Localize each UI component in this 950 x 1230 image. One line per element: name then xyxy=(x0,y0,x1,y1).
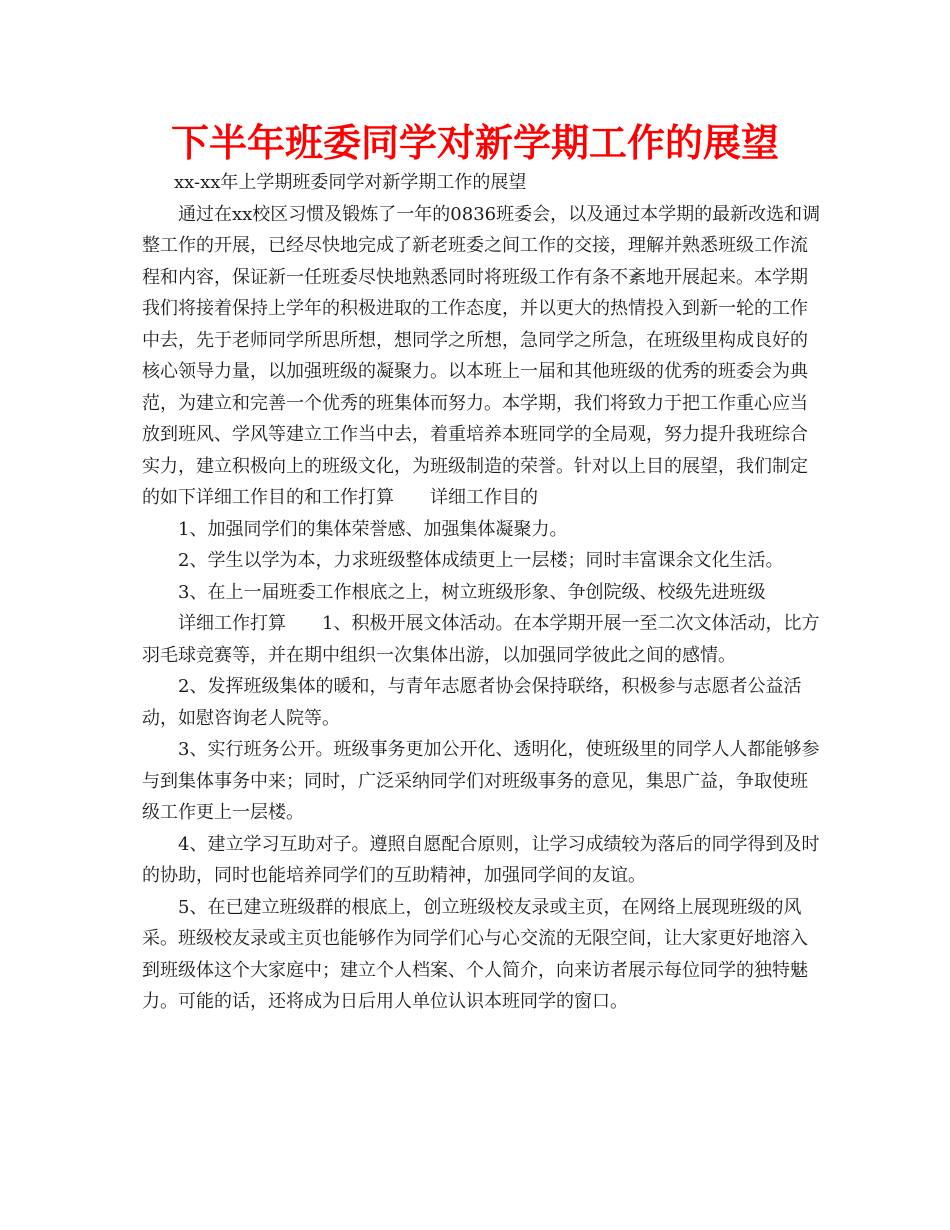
list-item: 1、积极开展文体活动。在本学期开展一至二次文体活动，比方羽毛球竞赛等，并在期中组织一次集体出游，以加强同学彼此之间的感情。 xyxy=(142,613,820,666)
paragraph xyxy=(142,608,822,671)
list-item: 2、发挥班级集体的暖和，与青年志愿者协会保持联络，积极参与志愿者公益活动，如慰咨询老人院等。 xyxy=(142,676,802,729)
list-item: 1、加强同学们的集体荣誉感、加强集体凝聚力。 xyxy=(178,518,568,540)
list-item: 3、在上一届班委工作根底之上，树立班级形象、争创院级、校级先进班级 xyxy=(178,581,766,603)
document-title: 下半年班委同学对新学期工作的展望 xyxy=(170,121,779,165)
list-item: 4、建立学习互助对子。遵照自愿配合原则，让学习成绩较为落后的同学得到及时的协助，同时也能培养同学们的互助精神，加强同学间的友谊。 xyxy=(142,833,820,886)
list-item: 5、在已建立班级群的根底上，创立班级校友录或主页，在网络上展现班级的风采。班级校友录或主页也能够作为同学们心与心交流的无限空间，让大家更好地溶入到班级体这个大家庭中；建立个人档案、个人简介，向来访者展示每位同学的独特魅力。可能的话，还将成为日后用人单位认识本班同学的窗口。 xyxy=(142,896,808,1012)
list-item: 2、学生以学为本，力求班级整体成绩更上一层楼；同时丰富课余文化生活。 xyxy=(178,550,784,571)
document-body xyxy=(142,167,822,1018)
section-heading-plans: 详细工作打算 xyxy=(178,613,286,634)
document-subtitle: xx-xx年上学期班委同学对新学期工作的展望 xyxy=(174,172,527,193)
paragraph-text: 通过在xx校区习惯及锻炼了一年的0836班委会，以及通过本学期的最新改选和调整工作的开展，已经尽快地完成了新老班委之间工作的交接，理解并熟悉班级工作流程和内容，保证新一任班委尽快地熟悉同时将班级工作有条不紊地开展起来。本学期我们将接着保持上学年的积极进取的工作态度，并以更大的热情投入到新一轮的工作中去，先于老师同学所思所想，想同学之所想，急同学之所急，在班级里构成良好的核心领导力量，以加强班级的凝聚力。以本班上一届和其他班级的优秀的班委会为典范，为建立和完善一个优秀的班集体而努力。本学期，我们将致力于把工作重心应当放到班风、学风等建立工作当中去，着重培养本班同学的全局观，努力提升我班综合实力，建立积极向上的班级文化，为班级制造的荣誉。针对以上目的展望，我们制定的如下详细工作目的和工作打算 xyxy=(142,203,821,508)
section-heading-goals: 详细工作目的 xyxy=(430,487,538,508)
paragraph xyxy=(142,199,822,514)
list-item: 3、实行班务公开。班级事务更加公开化、透明化，使班级里的同学人人都能够参与到集体事务中来；同时，广泛采纳同学们对班级事务的意见，集思广益，争取使班级工作更上一层楼。 xyxy=(142,739,820,823)
